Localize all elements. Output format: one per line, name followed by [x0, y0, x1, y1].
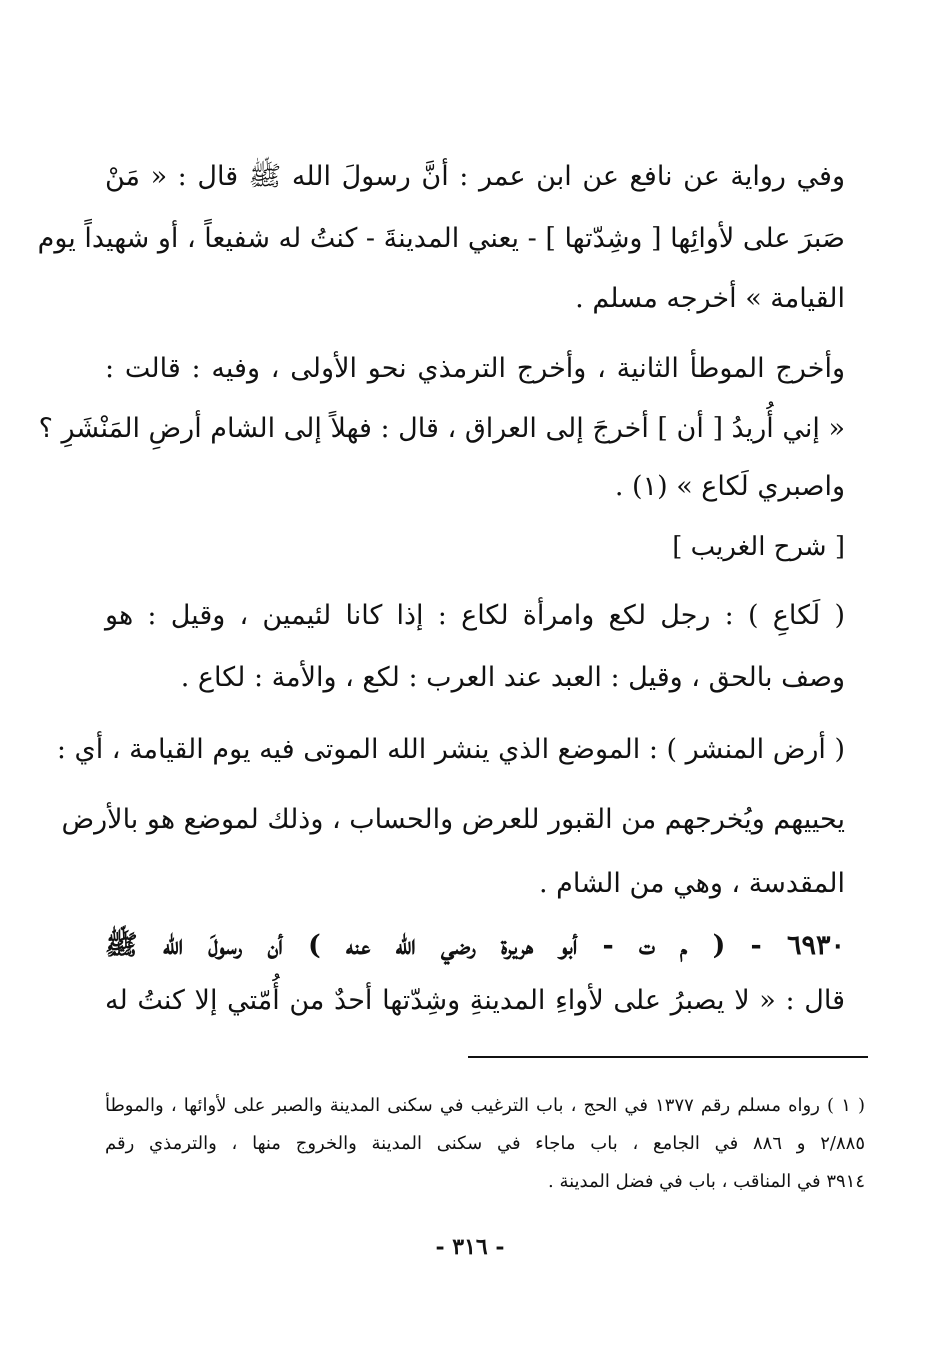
body-line-14: قال : « لا يصبرُ على لأواءِ المدينةِ وشِدّتها أحدٌ من أُمّتي إلا كنتُ له: [105, 985, 845, 1016]
body-line-9: وصف بالحق ، وقيل : العبد عند العرب : لكع ، والأمة : لكاع .: [180, 662, 845, 693]
body-line-8: ( لَكاعِ ) : رجل لكع وامرأة لكاع : إذا كانا لئيمين ، وقيل : هو: [105, 600, 845, 631]
body-line-1: وفي رواية عن نافع عن ابن عمر : أنَّ رسولَ الله ﷺ قال : « مَنْ: [105, 161, 845, 192]
body-line-10: ( أرض المنشر ) : الموضع الذي ينشر الله الموتى فيه يوم القيامة ، أي :: [56, 734, 845, 765]
footnote-separator: [468, 1056, 868, 1058]
body-line-11: يحييهم ويُخرجهم من القبور للعرض والحساب ، وذلك لموضع هو بالأرض: [61, 804, 845, 835]
body-line-6: واصبري لَكاع » (١) .: [614, 471, 845, 502]
section-heading-gharib: [ شرح الغريب ]: [672, 532, 845, 562]
body-line-3: القيامة » أخرجه مسلم .: [575, 283, 845, 314]
body-line-5: « إني أُريدُ [ أن ] أخرجَ إلى العراق ، قال : فهلاً إلى الشام أرضِ المَنْشَرِ ؟: [38, 413, 845, 444]
footnote-line-2: ٢/٨٨٥ و ٨٨٦ في الجامع ، باب ماجاء في سكنى المدينة والخروج منها ، والترمذي رقم: [105, 1133, 866, 1154]
footnote-line-1: ( ١ ) رواه مسلم رقم ١٣٧٧ في الحج ، باب الترغيب في سكنى المدينة والصبر على لأوائها ، والموطأ: [105, 1095, 866, 1116]
hadith-header-line: ٦٩٣٠ - ( م ت - أبو هريرة رضي الله عنه ) أن رسولَ الله ﷺ: [105, 930, 845, 961]
body-line-4: وأخرج الموطأ الثانية ، وأخرج الترمذي نحو الأولى ، وفيه : قالت :: [105, 353, 845, 384]
body-line-12: المقدسة ، وهي من الشام .: [538, 868, 845, 899]
body-line-2: صَبرَ على لأوائِها [ وشِدّتها ] - يعني المدينةَ - كنتُ له شفيعاً ، أو شهيداً يوم: [37, 223, 845, 254]
page-number: - ٣١٦ -: [435, 1234, 505, 1260]
footnote-line-3: ٣٩١٤ في المناقب ، باب في فضل المدينة .: [548, 1171, 865, 1192]
